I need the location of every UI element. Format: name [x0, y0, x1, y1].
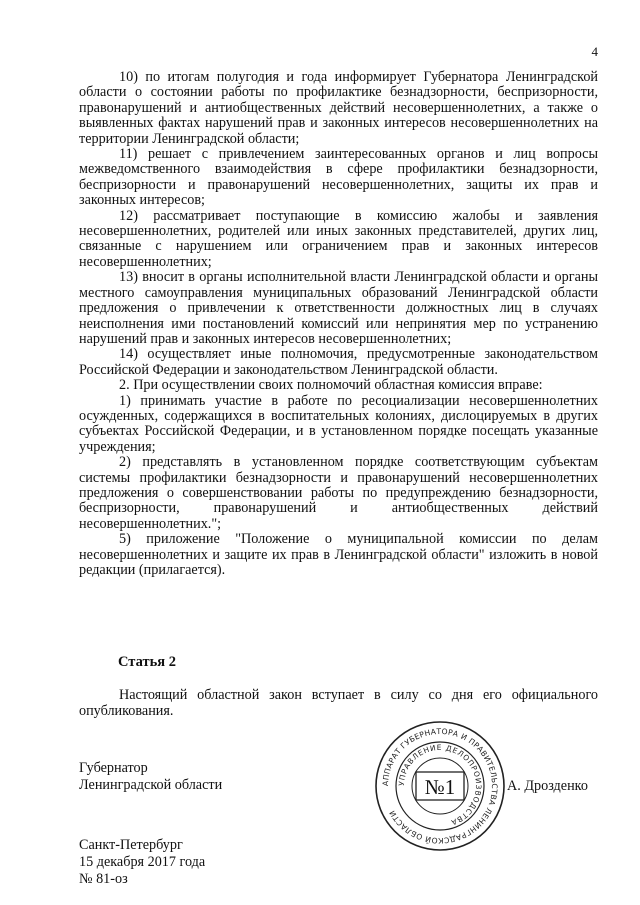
paragraph-section-2: 2. При осуществлении своих полномочий областная комиссия вправе: [119, 377, 543, 394]
page-number: 4 [591, 44, 598, 59]
signer-title [79, 760, 222, 794]
signer-name: А. Дрозденко [507, 778, 588, 794]
seal-number: №1 [424, 775, 456, 799]
paragraph-item-5: 5) приложение "Положение о муниципальной комиссии по делам несовершеннолетних и защите их прав в Ленинградской области" изложить в новой редакции (прилагается). [79, 531, 598, 578]
place-date-block [79, 837, 205, 888]
official-seal-stamp [372, 718, 508, 854]
signer-title-line1: Губернатор [79, 760, 148, 776]
paragraph-item-11: 11) решает с привлечением заинтересованных органов и лиц вопросы межведомственного взаимодействия в сфере профилактики безнадзорности, беспризорности и правонарушений несовершеннолетних, защиты их прав и законных интересов; [79, 146, 598, 209]
paragraph-item-10: 10) по итогам полугодия и года информирует Губернатора Ленинградской области о состоянии работы по профилактике безнадзорности, беспризорности, правонарушений и антиобщественных действий несовершеннолетних, а также о выявленных фактах нарушений прав и законных интересов несовершеннолетних на территории Ленинградской области; [79, 69, 598, 147]
seal-ring-text: АППАРАТ ГУБЕРНАТОРА И ПРАВИТЕЛЬСТВА ЛЕНИНГРАДСКОЙ ОБЛАСТИ [380, 726, 500, 846]
body-text [79, 70, 598, 578]
final-clause: Настоящий областной закон вступает в силу со дня его официального опубликования. [79, 687, 598, 719]
law-number: № 81-оз [79, 871, 128, 887]
paragraph-item-12: 12) рассматривает поступающие в комиссию жалобы и заявления несовершеннолетних, родителей или иных законных представителей, других лиц, связанные с нарушением или ограничением прав и законных интересов несовершеннолетних; [79, 207, 598, 270]
paragraph-right-2: 2) представлять в установленном порядке соответствующим субъектам системы профилактики безнадзорности и правонарушений несовершеннолетних предложения о совершенствовании работы по предупреждению безнадзорности, беспризорности, правонарушений и антиобщественных действий несовершеннолетних."; [79, 454, 598, 532]
paragraph-right-1: 1) принимать участие в работе по ресоциализации несовершеннолетних осужденных, содержащихся в воспитательных колониях, дислоцируемых в других субъектах Российской Федерации, и в установленном порядке посещать указанные учреждения; [79, 392, 598, 455]
paragraph-item-13: 13) вносит в органы исполнительной власти Ленинградской области и органы местного самоуправления муниципальных образований Ленинградской области предложения о привлечении к ответственности должностных лиц в случаях неисполнения ими постановлений комиссий или непринятия мер по устранению нарушений прав и законных интересов несовершеннолетних; [79, 269, 598, 347]
signer-title-line2: Ленинградской области [79, 777, 223, 793]
paragraph-item-14: 14) осуществляет иные полномочия, предусмотренные законодательством Российской Федерации и законодательством Ленинградской области. [79, 346, 598, 378]
seal-inner-text: УПРАВЛЕНИЕ ДЕЛОПРОИЗВОДСТВА [396, 742, 484, 828]
article-heading: Статья 2 [118, 654, 176, 670]
signing-date: 15 декабря 2017 года [79, 854, 206, 870]
signing-place: Санкт-Петербург [79, 837, 183, 853]
